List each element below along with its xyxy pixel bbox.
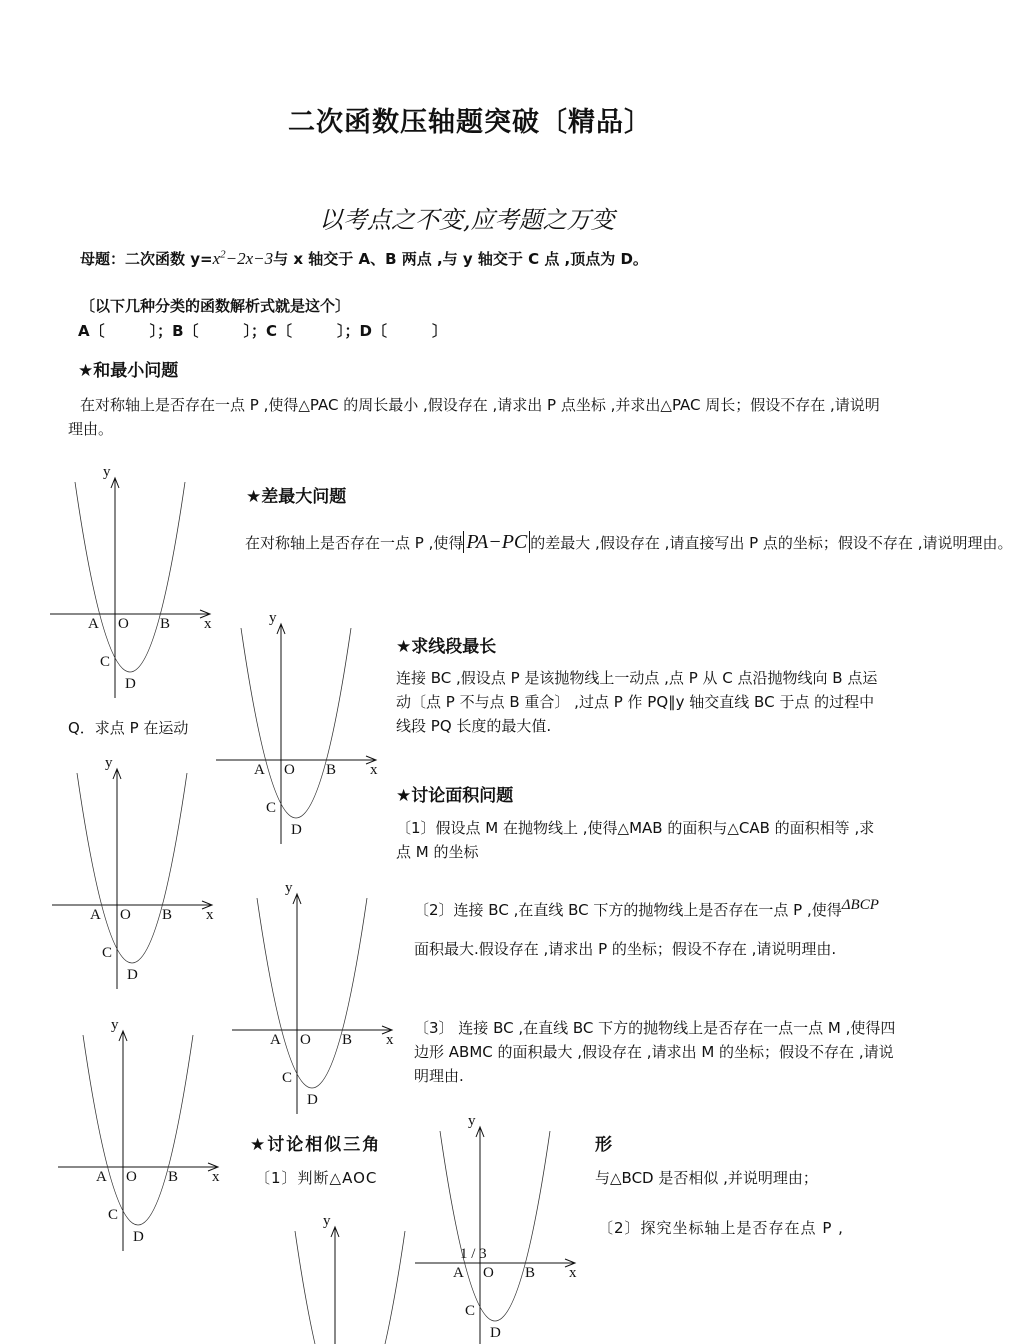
section-segment-heading: ★求线段最长 xyxy=(396,637,497,657)
parabola-curve xyxy=(83,1035,193,1225)
label-c: C xyxy=(282,1070,293,1086)
label-x: x xyxy=(386,1032,394,1048)
label-y: y xyxy=(269,610,277,626)
formula-rest: −2x−3 xyxy=(225,249,274,268)
label-c: C xyxy=(266,800,277,816)
label-c: C xyxy=(465,1303,476,1319)
page-subtitle: 以考点之不变,应考题之万变 xyxy=(319,206,615,234)
parabola-curve xyxy=(75,482,185,672)
section-similar-heading-end: 形 xyxy=(595,1135,612,1155)
label-o: O xyxy=(300,1032,311,1048)
area-item-2 xyxy=(414,891,886,968)
area-item-3: 〔3〕 连接 BC ,在直线 BC 下方的抛物线上是否存在一点一点 M ,使得四边形 ABMC 的面积最大 ,假设存在 ,请求出 M 的坐标；假设不存在 ,请说明理由. xyxy=(414,1019,896,1085)
label-b: B xyxy=(162,907,173,923)
parabola-curve xyxy=(77,773,187,963)
parabola-curve xyxy=(440,1131,550,1321)
stem-line xyxy=(80,248,648,269)
label-d: D xyxy=(291,822,302,838)
label-x: x xyxy=(569,1265,577,1281)
label-o: O xyxy=(483,1265,494,1281)
parabola-graph-7 xyxy=(270,1207,440,1344)
answer-blanks: A〔 〕；B〔 〕；C〔 〕；D〔 〕 xyxy=(78,322,448,340)
parabola-graph-3 xyxy=(52,749,222,989)
q-fragment: Q．求点 P 在运动 xyxy=(68,719,189,737)
note-line: 〔以下几种分类的函数解析式就是这个〕 xyxy=(80,297,351,315)
stem-prefix: 母题：二次函数 y= xyxy=(80,250,213,268)
section-segment-text xyxy=(396,666,886,738)
label-d: D xyxy=(125,676,136,692)
label-x: x xyxy=(212,1169,220,1185)
segment-text-end: 的过程中线段 PQ 长度的最大值. xyxy=(396,693,875,735)
label-y: y xyxy=(468,1113,476,1129)
diff-max-text-after: 的差最大 ,假设存在 ,请直接写出 P 点的坐标；假设不存在 ,请说明理由。 xyxy=(530,534,1012,552)
label-o: O xyxy=(284,762,295,778)
label-o: O xyxy=(118,616,129,632)
parabola-graph-6 xyxy=(415,1107,585,1344)
label-c: C xyxy=(102,945,113,961)
area-item-2-suffix: 面积最大.假设存在 ,请求出 P 的坐标；假设不存在 ,请说明理由. xyxy=(414,940,837,958)
parabola-graph-5 xyxy=(58,1011,228,1251)
parabola-curve xyxy=(257,898,367,1088)
diff-max-line1 xyxy=(245,530,1012,555)
label-o: O xyxy=(126,1169,137,1185)
segment-text: 连接 BC ,假设点 P 是该抛物线上一动点 ,点 P 从 C 点沿抛物线向 B 点运动〔点 P 不与点 B 重合〕 ,过点 P 作 PQ∥y 轴交直线 BC 于点 xyxy=(396,669,878,711)
label-a: A xyxy=(270,1032,281,1048)
stem-suffix: 与 x 轴交于 A、B 两点 ,与 y 轴交于 C 点 ,顶点为 D。 xyxy=(273,250,648,268)
area-item-2-math: ΔBCP xyxy=(841,897,879,913)
label-d: D xyxy=(133,1229,144,1245)
section-sum-min-heading: ★和最小问题 xyxy=(78,361,179,381)
label-y: y xyxy=(105,755,113,771)
label-d: D xyxy=(127,967,138,983)
parabola-graph-4 xyxy=(232,874,402,1114)
parabola-graph-2 xyxy=(216,604,386,844)
formula-exponent: 2 xyxy=(220,248,226,261)
abs-expression: PA−PC xyxy=(463,531,530,553)
label-b: B xyxy=(342,1032,353,1048)
section-similar-heading: ★讨论相似三角 xyxy=(250,1135,382,1155)
label-x: x xyxy=(204,616,212,632)
label-b: B xyxy=(160,616,171,632)
similar-item-1-left: 〔1〕判断△AOC xyxy=(255,1169,378,1187)
diff-max-text-before: 在对称轴上是否存在一点 P ,使得 xyxy=(245,534,464,552)
label-y: y xyxy=(323,1213,331,1229)
label-x: x xyxy=(370,762,378,778)
label-d: D xyxy=(490,1325,501,1341)
label-a: A xyxy=(254,762,265,778)
label-a: A xyxy=(90,907,101,923)
label-b: B xyxy=(326,762,337,778)
section-sum-min-text: 在对称轴上是否存在一点 P ,使得△PAC 的周长最小 ,假设存在 ,请求出 P 点坐标 ,并求出△PAC 周长；假设不存在 ,请说明理由。 xyxy=(68,396,880,438)
area-item-1: 〔1〕假设点 M 在抛物线上 ,使得△MAB 的面积与△CAB 的面积相等 ,求点 M 的坐标 xyxy=(396,819,875,861)
parabola-curve xyxy=(295,1231,405,1344)
label-c: C xyxy=(108,1207,119,1223)
area-item-2-prefix: 〔2〕连接 BC ,在直线 BC 下方的抛物线上是否存在一点 P ,使得 xyxy=(414,901,842,919)
label-o: O xyxy=(120,907,131,923)
label-y: y xyxy=(111,1017,119,1033)
label-c: C xyxy=(100,654,111,670)
formula-x: x xyxy=(212,249,221,268)
label-x: x xyxy=(206,907,214,923)
label-a: A xyxy=(453,1265,464,1281)
label-y: y xyxy=(103,464,111,480)
page-number: 1 / 3 xyxy=(460,1246,487,1262)
similar-item-2-right: 〔2〕探究坐标轴上是否存在点 P , xyxy=(598,1219,844,1237)
section-area-heading: ★讨论面积问题 xyxy=(396,786,514,806)
section-diff-max-heading: ★差最大问题 xyxy=(246,487,347,507)
similar-item-1-right: 与△BCD 是否相似 ,并说明理由； xyxy=(595,1169,818,1187)
label-d: D xyxy=(307,1092,318,1108)
label-a: A xyxy=(96,1169,107,1185)
label-b: B xyxy=(168,1169,179,1185)
page-title: 二次函数压轴题突破〔精品〕 xyxy=(288,107,652,138)
parabola-curve xyxy=(241,628,351,818)
label-y: y xyxy=(285,880,293,896)
label-b: B xyxy=(525,1265,536,1281)
parabola-graph-1 xyxy=(50,458,220,698)
label-a: A xyxy=(88,616,99,632)
